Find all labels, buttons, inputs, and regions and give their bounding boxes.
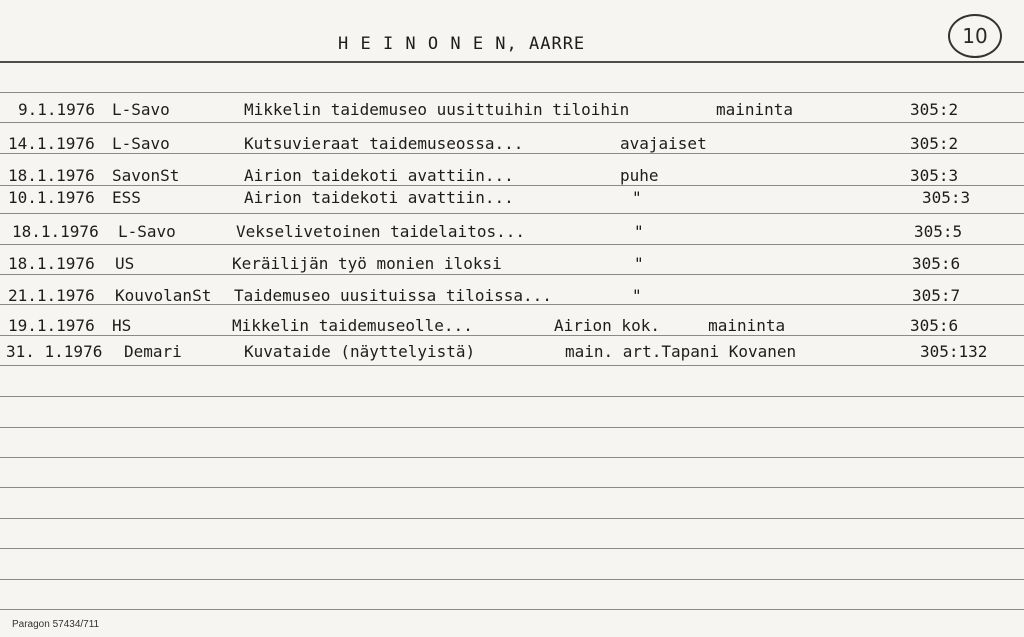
entry-paper: ESS bbox=[112, 188, 141, 207]
entry-note: main. art.Tapani Kovanen bbox=[565, 342, 797, 361]
entry-date: 18.1.1976 bbox=[8, 166, 95, 185]
entry-row bbox=[0, 222, 1024, 242]
entry-row bbox=[0, 342, 1024, 362]
entry-subject: Airion taidekoti avattiin... bbox=[244, 166, 514, 185]
entry-paper: HS bbox=[112, 316, 132, 335]
ruled-line bbox=[0, 213, 1024, 214]
entry-row bbox=[0, 316, 1024, 336]
entry-row bbox=[0, 286, 1024, 306]
ruled-line bbox=[0, 274, 1024, 275]
entry-ref: 305:2 bbox=[910, 134, 959, 153]
ruled-line bbox=[0, 92, 1024, 93]
entry-ref: 305:3 bbox=[922, 188, 971, 207]
entry-ref: 305:6 bbox=[910, 316, 959, 335]
ruled-line bbox=[0, 122, 1024, 123]
ruled-line bbox=[0, 427, 1024, 428]
ruled-line bbox=[0, 548, 1024, 549]
entry-subject: Keräilijän työ monien iloksi bbox=[232, 254, 502, 273]
ruled-line bbox=[0, 487, 1024, 488]
entry-note: maininta bbox=[716, 100, 794, 119]
entry-date: 18.1.1976 bbox=[12, 222, 99, 241]
entry-note: " bbox=[634, 222, 644, 241]
entry-ref: 305:5 bbox=[914, 222, 963, 241]
entry-subject: Mikkelin taidemuseolle... bbox=[232, 316, 473, 335]
card-number: 10 bbox=[962, 24, 988, 48]
entry-subject: Airion taidekoti avattiin... bbox=[244, 188, 514, 207]
entry-date: 19.1.1976 bbox=[8, 316, 95, 335]
entry-row bbox=[0, 166, 1024, 186]
entry-paper: L-Savo bbox=[112, 100, 170, 119]
entry-paper: US bbox=[115, 254, 135, 273]
entry-note: puhe bbox=[620, 166, 659, 185]
ruled-line bbox=[0, 365, 1024, 366]
entry-date: 21.1.1976 bbox=[8, 286, 95, 305]
entry-ref: 305:3 bbox=[910, 166, 959, 185]
entry-date: 9.1.1976 bbox=[18, 100, 96, 119]
ruled-line bbox=[0, 579, 1024, 580]
card-title: H E I N O N E N, AARRE bbox=[338, 34, 586, 54]
entry-row bbox=[0, 254, 1024, 274]
entry-ref: 305:2 bbox=[910, 100, 959, 119]
entry-date: 10.1.1976 bbox=[8, 188, 95, 207]
printer-imprint: Paragon 57434/711 bbox=[12, 619, 100, 630]
ruled-line bbox=[0, 244, 1024, 245]
entry-date: 18.1.1976 bbox=[8, 254, 95, 273]
entry-subject: Kuvataide (näyttelyistä) bbox=[244, 342, 476, 361]
entry-ref: 305:7 bbox=[912, 286, 961, 305]
header-rule bbox=[0, 61, 1024, 63]
ruled-line bbox=[0, 457, 1024, 458]
entry-ref: 305:132 bbox=[920, 342, 988, 361]
entry-subject: Vekselivetoinen taidelaitos... bbox=[236, 222, 525, 241]
entry-ref: 305:6 bbox=[912, 254, 961, 273]
card-number-circle bbox=[948, 14, 1002, 58]
entry-note: " bbox=[634, 254, 644, 273]
entry-note: Airion kok. maininta bbox=[554, 316, 786, 335]
entry-date: 31. 1.1976 bbox=[6, 342, 103, 361]
entry-note: " bbox=[632, 286, 642, 305]
ruled-line bbox=[0, 396, 1024, 397]
entry-subject: Kutsuvieraat taidemuseossa... bbox=[244, 134, 524, 153]
ruled-line bbox=[0, 609, 1024, 610]
entry-paper: SavonSt bbox=[112, 166, 180, 185]
entry-note: " bbox=[632, 188, 642, 207]
entry-note: avajaiset bbox=[620, 134, 707, 153]
entry-paper: L-Savo bbox=[112, 134, 170, 153]
entry-date: 14.1.1976 bbox=[8, 134, 95, 153]
entry-paper: Demari bbox=[124, 342, 182, 361]
entry-paper: KouvolanSt bbox=[115, 286, 212, 305]
entry-subject: Mikkelin taidemuseo uusittuihin tiloihin bbox=[244, 100, 630, 119]
entry-row bbox=[0, 188, 1024, 208]
entry-paper: L-Savo bbox=[118, 222, 176, 241]
entry-subject: Taidemuseo uusituissa tiloissa... bbox=[234, 286, 552, 305]
entry-row bbox=[0, 100, 1024, 120]
entry-row bbox=[0, 134, 1024, 154]
ruled-line bbox=[0, 518, 1024, 519]
